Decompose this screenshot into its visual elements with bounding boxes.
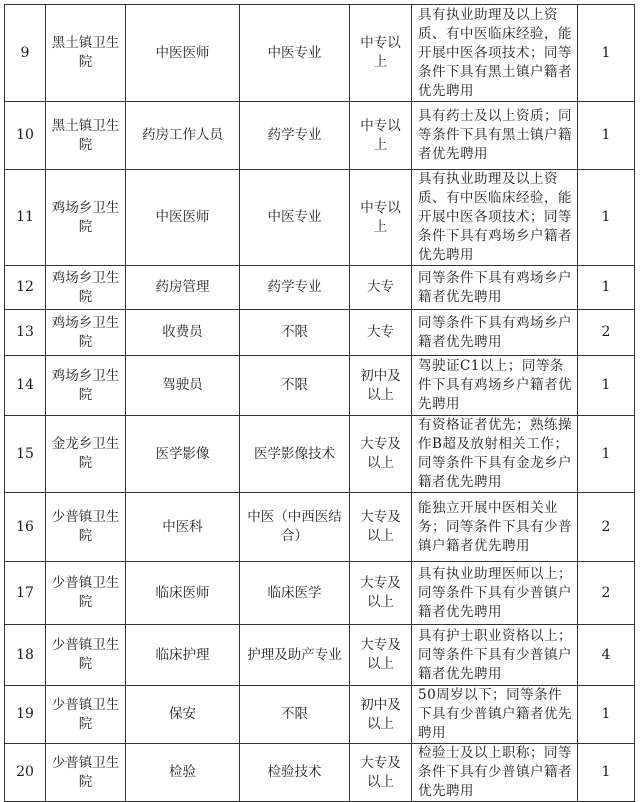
table-row [5, 102, 635, 170]
recruitment-table [4, 4, 635, 802]
post-name: 中医医师 [126, 5, 240, 102]
row-number: 17 [5, 562, 46, 625]
hire-count: 1 [578, 686, 635, 744]
hire-count: 1 [578, 416, 635, 493]
major-requirement: 检验技术 [240, 744, 350, 802]
hire-count: 1 [578, 266, 635, 310]
post-name: 临床医师 [126, 562, 240, 625]
unit-name: 黑土镇卫生院 [46, 102, 126, 170]
major-requirement: 药学专业 [240, 266, 350, 310]
unit-name: 少普镇卫生院 [46, 562, 126, 625]
post-name: 保安 [126, 686, 240, 744]
other-requirements: 能独立开展中医相关业务；同等条件下具有少普镇户籍者优先聘用 [412, 493, 578, 562]
major-requirement: 不限 [240, 356, 350, 416]
post-name: 驾驶员 [126, 356, 240, 416]
education-requirement: 中专以上 [350, 102, 412, 170]
education-requirement: 中专以上 [350, 5, 412, 102]
row-number: 16 [5, 493, 46, 562]
hire-count: 1 [578, 102, 635, 170]
hire-count: 1 [578, 744, 635, 802]
post-name: 检验 [126, 744, 240, 802]
unit-name: 金龙乡卫生院 [46, 416, 126, 493]
row-number: 14 [5, 356, 46, 416]
education-requirement: 初中及以上 [350, 686, 412, 744]
table-row [5, 266, 635, 310]
post-name: 收费员 [126, 310, 240, 356]
major-requirement: 中医（中西医结合） [240, 493, 350, 562]
major-requirement: 中医专业 [240, 5, 350, 102]
post-name: 药房工作人员 [126, 102, 240, 170]
unit-name: 少普镇卫生院 [46, 493, 126, 562]
row-number: 13 [5, 310, 46, 356]
table-row [5, 562, 635, 625]
hire-count: 1 [578, 356, 635, 416]
major-requirement: 不限 [240, 310, 350, 356]
unit-name: 鸡场乡卫生院 [46, 170, 126, 266]
table-body [5, 5, 635, 802]
table-row [5, 493, 635, 562]
major-requirement: 中医专业 [240, 170, 350, 266]
other-requirements: 同等条件下具有鸡场乡户籍者优先聘用 [412, 310, 578, 356]
education-requirement: 大专及以上 [350, 562, 412, 625]
unit-name: 鸡场乡卫生院 [46, 310, 126, 356]
table-row [5, 686, 635, 744]
table-row [5, 356, 635, 416]
other-requirements: 具有护士职业资格以上；同等条件下具有少普镇户籍者优先聘用 [412, 625, 578, 686]
table-row [5, 5, 635, 102]
row-number: 15 [5, 416, 46, 493]
education-requirement: 大专及以上 [350, 625, 412, 686]
unit-name: 黑土镇卫生院 [46, 5, 126, 102]
hire-count: 2 [578, 493, 635, 562]
post-name: 临床护理 [126, 625, 240, 686]
major-requirement: 药学专业 [240, 102, 350, 170]
other-requirements: 检验士及以上职称；同等条件下具有少普镇户籍者优先聘用 [412, 744, 578, 802]
education-requirement: 初中及以上 [350, 356, 412, 416]
other-requirements: 驾驶证C1以上；同等条件下具有鸡场乡户籍者优先聘用 [412, 356, 578, 416]
other-requirements: 50周岁以下；同等条件下具有少普镇户籍者优先聘用 [412, 686, 578, 744]
education-requirement: 大专及以上 [350, 416, 412, 493]
table-row [5, 416, 635, 493]
table-row [5, 170, 635, 266]
education-requirement: 中专以上 [350, 170, 412, 266]
education-requirement: 大专及以上 [350, 493, 412, 562]
row-number: 9 [5, 5, 46, 102]
hire-count: 1 [578, 170, 635, 266]
unit-name: 少普镇卫生院 [46, 686, 126, 744]
major-requirement: 不限 [240, 686, 350, 744]
other-requirements: 具有执业助理及以上资质、有中医临床经验，能开展中医各项技术；同等条件下具有黑土镇户籍者优先聘用 [412, 5, 578, 102]
hire-count: 1 [578, 5, 635, 102]
hire-count: 4 [578, 625, 635, 686]
education-requirement: 大专及以上 [350, 744, 412, 802]
other-requirements: 具有药士及以上资质；同等条件下具有黑土镇户籍者优先聘用 [412, 102, 578, 170]
row-number: 12 [5, 266, 46, 310]
table-row [5, 310, 635, 356]
education-requirement: 大专 [350, 266, 412, 310]
unit-name: 鸡场乡卫生院 [46, 266, 126, 310]
table-row [5, 625, 635, 686]
major-requirement: 医学影像技术 [240, 416, 350, 493]
other-requirements: 具有执业助理医师以上；同等条件下具有少普镇户籍者优先聘用 [412, 562, 578, 625]
hire-count: 2 [578, 562, 635, 625]
row-number: 18 [5, 625, 46, 686]
unit-name: 少普镇卫生院 [46, 625, 126, 686]
row-number: 20 [5, 744, 46, 802]
unit-name: 少普镇卫生院 [46, 744, 126, 802]
table-row [5, 744, 635, 802]
education-requirement: 大专 [350, 310, 412, 356]
post-name: 药房管理 [126, 266, 240, 310]
other-requirements: 具有执业助理及以上资质、有中医临床经验，能开展中医各项技术；同等条件下具有鸡场乡户籍者优先聘用 [412, 170, 578, 266]
post-name: 中医医师 [126, 170, 240, 266]
major-requirement: 临床医学 [240, 562, 350, 625]
post-name: 中医科 [126, 493, 240, 562]
hire-count: 2 [578, 310, 635, 356]
row-number: 19 [5, 686, 46, 744]
other-requirements: 有资格证者优先；熟练操作B超及放射相关工作；同等条件下具有金龙乡户籍者优先聘用 [412, 416, 578, 493]
major-requirement: 护理及助产专业 [240, 625, 350, 686]
post-name: 医学影像 [126, 416, 240, 493]
row-number: 11 [5, 170, 46, 266]
unit-name: 鸡场乡卫生院 [46, 356, 126, 416]
other-requirements: 同等条件下具有鸡场乡户籍者优先聘用 [412, 266, 578, 310]
row-number: 10 [5, 102, 46, 170]
